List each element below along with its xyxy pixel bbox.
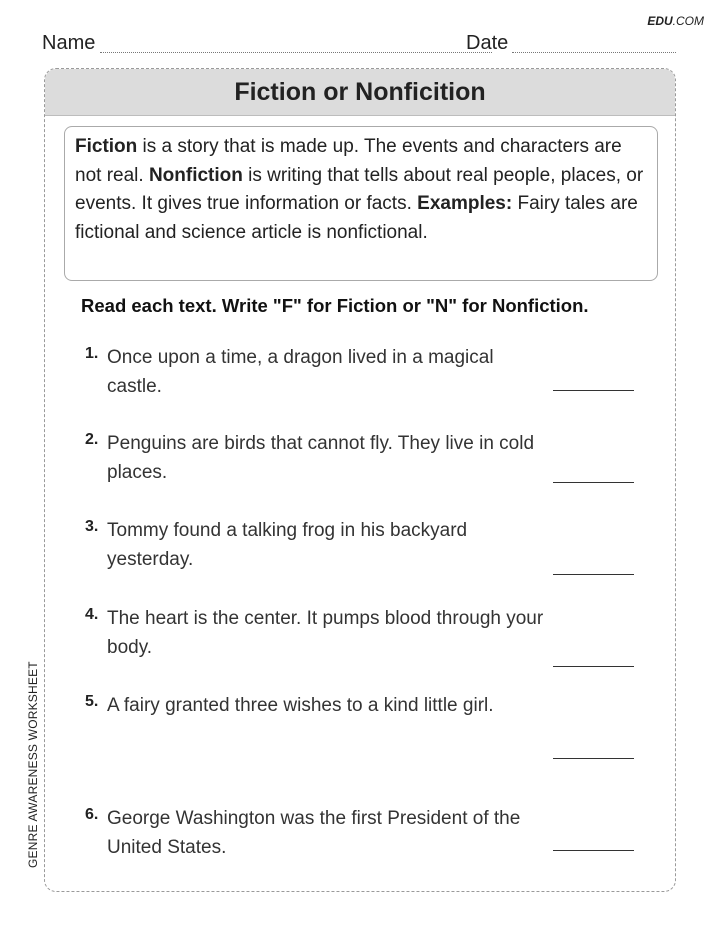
question-2 bbox=[85, 429, 645, 489]
answer-field-3[interactable] bbox=[553, 574, 634, 575]
examples-term: Examples: bbox=[417, 193, 513, 214]
date-field[interactable] bbox=[512, 52, 676, 53]
question-text: Once upon a time, a dragon lived in a magical castle. bbox=[107, 347, 494, 397]
question-3 bbox=[85, 516, 645, 576]
question-number: 5. bbox=[85, 693, 99, 710]
answer-field-2[interactable] bbox=[553, 482, 634, 483]
question-text: The heart is the center. It pumps blood through your body. bbox=[107, 608, 544, 658]
worksheet-card bbox=[44, 68, 676, 892]
worksheet-type-label: GENRE AWARENESS WORKSHEET bbox=[26, 661, 40, 868]
fiction-definition: is a story that is made up. The events and characters are not real. bbox=[75, 136, 622, 186]
examples-text: Fairy tales are fictional and science article is nonfictional. bbox=[75, 193, 638, 243]
question-number: 3. bbox=[85, 518, 99, 535]
name-date-row bbox=[42, 32, 676, 54]
answer-field-4[interactable] bbox=[553, 666, 634, 667]
logo-brand: EDU bbox=[647, 14, 673, 28]
answer-field-5[interactable] bbox=[553, 758, 634, 759]
question-text: Penguins are birds that cannot fly. They live in cold places. bbox=[107, 433, 535, 483]
question-4 bbox=[85, 604, 645, 664]
logo-suffix: .COM bbox=[672, 14, 704, 28]
worksheet-title: Fiction or Nonficition bbox=[45, 69, 675, 116]
question-text: A fairy granted three wishes to a kind little girl. bbox=[107, 695, 494, 716]
question-number: 2. bbox=[85, 431, 99, 448]
question-5 bbox=[85, 691, 645, 751]
question-6 bbox=[85, 804, 645, 864]
fiction-term: Fiction bbox=[75, 136, 138, 157]
question-text: George Washington was the first President of the United States. bbox=[107, 808, 521, 858]
answer-field-6[interactable] bbox=[553, 850, 634, 851]
name-label: Name bbox=[42, 32, 96, 54]
nonfiction-term: Nonfiction bbox=[148, 164, 243, 186]
instruction-text: Read each text. Write "F" for Fiction or "N" for Nonfiction. bbox=[81, 295, 589, 316]
question-number: 1. bbox=[85, 345, 99, 362]
date-label: Date bbox=[466, 32, 509, 54]
question-1 bbox=[85, 343, 645, 403]
question-number: 4. bbox=[85, 606, 99, 623]
definition-box bbox=[64, 126, 658, 281]
nonfiction-definition: is writing that tells about real people, places, or events. It gives true information or facts. bbox=[75, 164, 644, 214]
answer-field-1[interactable] bbox=[553, 390, 634, 391]
edu-logo bbox=[647, 14, 704, 28]
question-number: 6. bbox=[85, 806, 99, 823]
name-field[interactable] bbox=[100, 52, 492, 53]
question-text: Tommy found a talking frog in his backyard yesterday. bbox=[107, 520, 468, 570]
